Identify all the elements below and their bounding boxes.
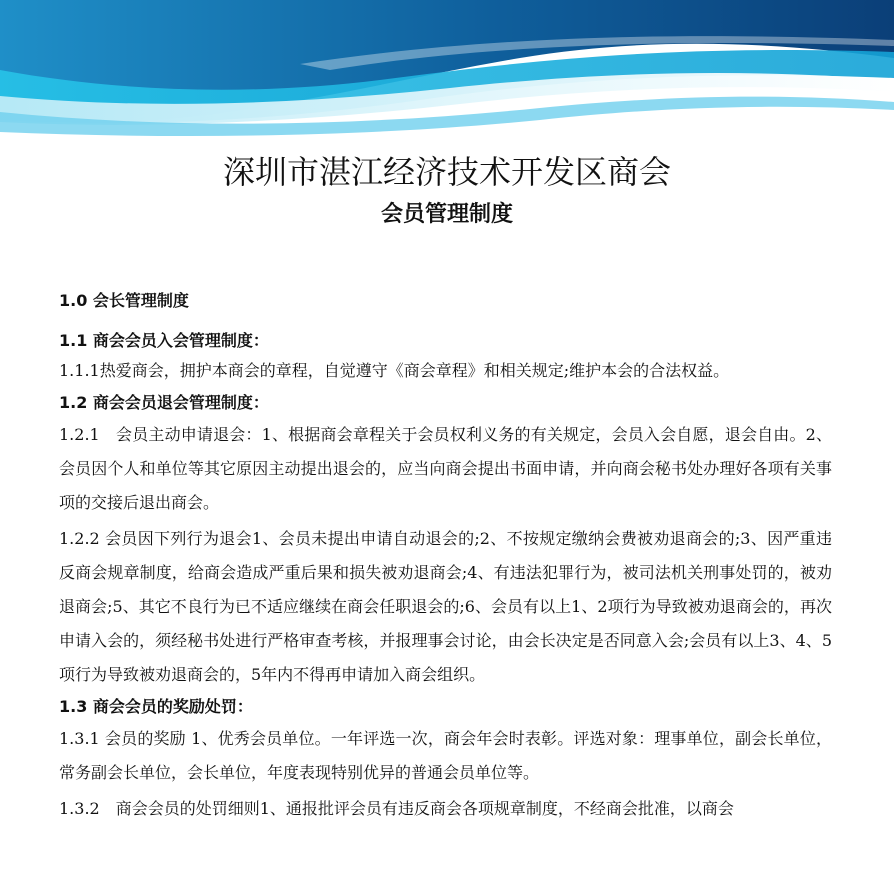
section-heading: 1.0 会长管理制度 — [59, 291, 189, 310]
header-wave-banner — [0, 0, 894, 145]
paragraph: 1.2.2 会员因下列行为退会1、会员未提出申请自动退会的;2、不按规定缴纳会费被劝退商会的;3、因严重违反商会规章制度，给商会造成严重后果和损失被劝退商会;4、有违法犯罪行为，被司法机关刑事处罚的，被劝退商会;5、其它不良行为已不适应继续在商会任职退会的;6、会员有以上1、2项行为导致被劝退商会的，再次申请入会的，须经秘书处进行严格审查考核，并报理事会讨论，由会长决定是否同意入会;会员有以上3、4、5项行为导致被劝退商会的，5年内不得再申请加入商会组织。 — [59, 529, 832, 684]
document-body — [59, 290, 832, 828]
paragraph: 1.3.2 商会会员的处罚细则1、通报批评会员有违反商会各项规章制度，不经商会批准，以商会 — [59, 799, 734, 818]
document-subtitle: 会员管理制度 — [380, 202, 513, 227]
title-block — [0, 150, 894, 230]
paragraph: 1.1.1热爱商会，拥护本商会的章程，自觉遵守《商会章程》和相关规定;维护本会的合法权益。 — [59, 361, 730, 380]
paragraph: 1.2.1 会员主动申请退会：1、根据商会章程关于会员权利义务的有关规定，会员入会自愿，退会自由。2、会员因个人和单位等其它原因主动提出退会的，应当向商会提出书面申请，并向商会秘书处办理好各项有关事项的交接后退出商会。 — [59, 425, 832, 512]
section-heading: 1.1 商会会员入会管理制度： — [59, 331, 269, 350]
document-title: 深圳市湛江经济技术开发区商会 — [222, 153, 671, 191]
paragraph: 1.3.1 会员的奖励 1、优秀会员单位。一年评选一次，商会年会时表彰。评选对象：理事单位，副会长单位，常务副会长单位，会长单位，年度表现特别优异的普通会员单位等。 — [59, 729, 832, 782]
section-heading: 1.3 商会会员的奖励处罚： — [59, 697, 253, 716]
section-heading: 1.2 商会会员退会管理制度： — [59, 393, 269, 412]
